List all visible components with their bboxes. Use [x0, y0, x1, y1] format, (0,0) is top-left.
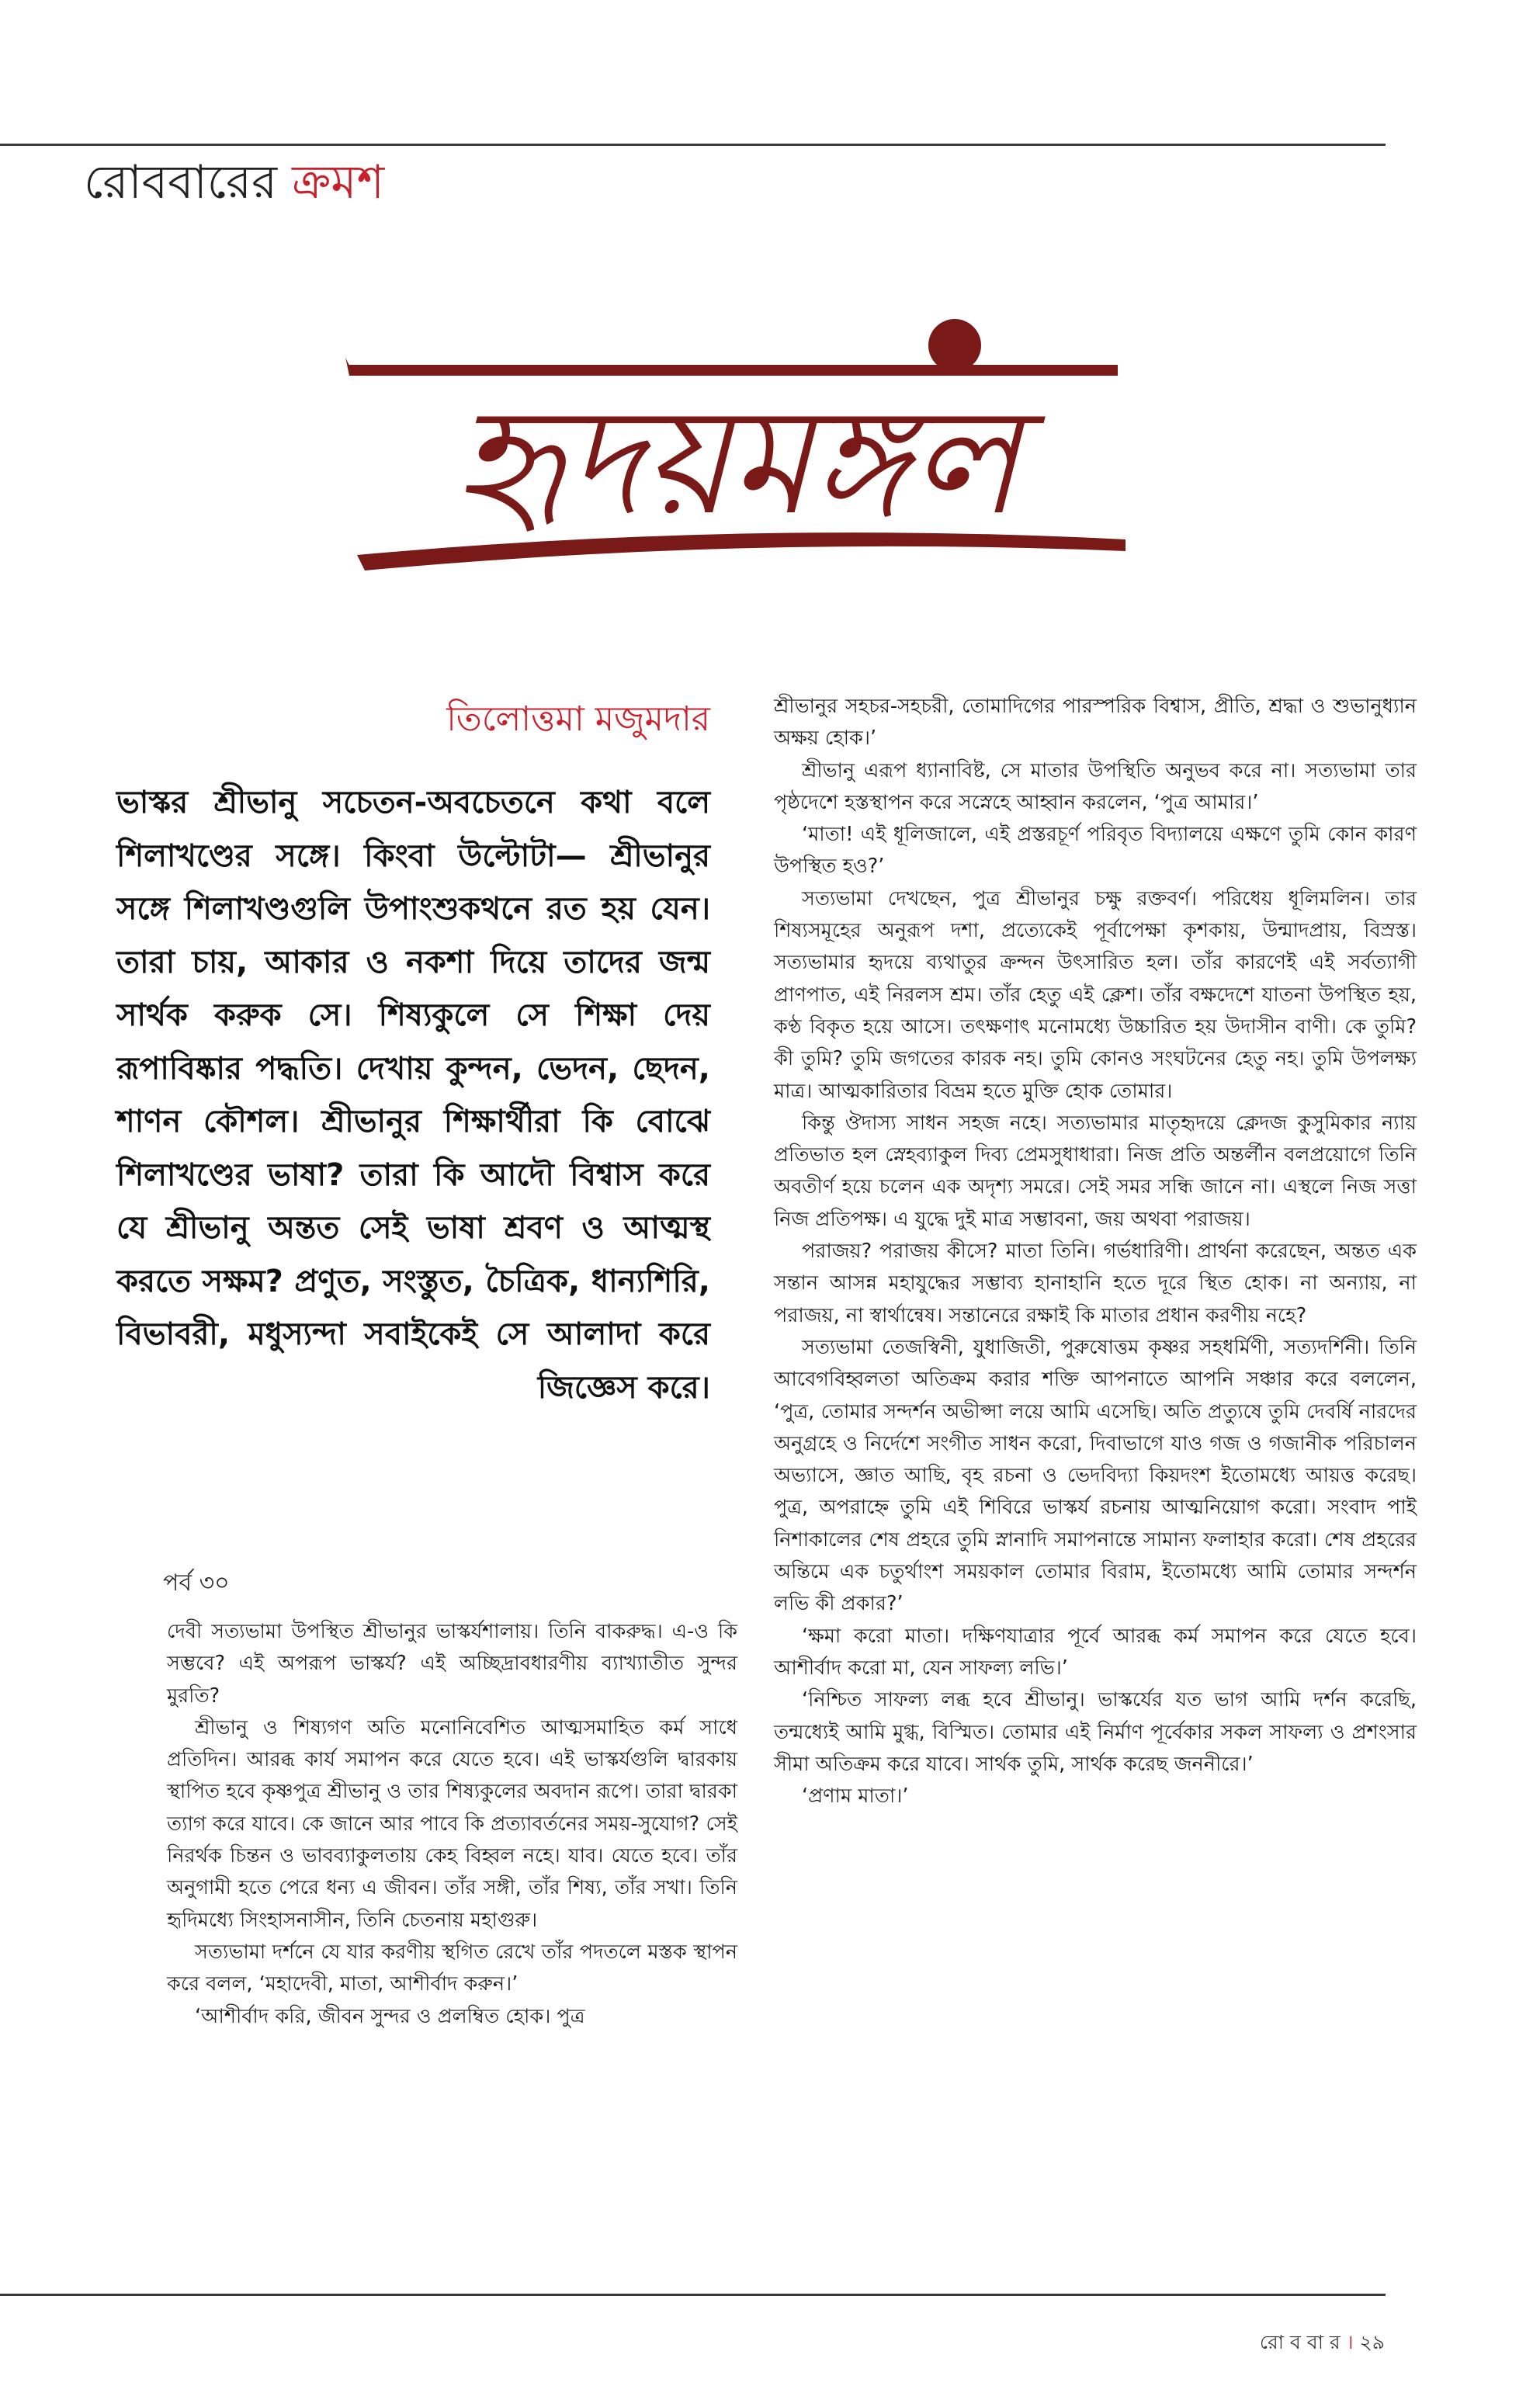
masthead-dot	[928, 319, 981, 372]
masthead-top-bar	[349, 365, 1118, 376]
intro-blurb	[116, 776, 710, 1414]
paragraph: দেবী সত্যভামা উপস্থিত শ্রীভানুর ভাস্কর্যশালায়। তিনি বাকরুদ্ধ। এ-ও কি সম্ভবে? এই অপরূপ ভাস্কর্য? এই অচ্ছিদ্রাবধারণীয় ব্যাখ্যাতীত সুন্দর মুরতি?	[167, 1620, 737, 1708]
paragraph: সত্যভামা দেখছেন, পুত্র শ্রীভানুর চক্ষু রক্তবর্ণ। পরিধেয় ধূলিমলিন। তার শিষ্যসমূহের অনুরূপ দশা, প্রত্যেকেই পূর্বাপেক্ষা কৃশকায়, উন্মাদপ্রায়, বিস্রস্ত। সত্যভামার হৃদয়ে ব্যথাতুর ক্রন্দন উৎসারিত হল। তাঁর কারণেই এই সর্বত্যাগী প্রাণপাত, এই নিরলস শ্রম। তাঁর হেতু এই ক্লেশ। তাঁর বক্ষদেশে যাতনা উপস্থিত হয়, কণ্ঠ বিকৃত হয়ে আসে। তৎক্ষণাৎ মনোমধ্যে উচ্চারিত হয় উদাসীন বাণী। কে তুমি? কী তুমি? তুমি জগতের কারক নহ। তুমি কোনও সংঘটনের হেতু নহ। তুমি উপলক্ষ্য মাত্র। আত্মকারিতার বিভ্রম হতে মুক্তি হোক তোমার।	[774, 886, 1417, 1103]
paragraph: ‘মাতা! এই ধূলিজালে, এই প্রস্তরচূর্ণ পরিবৃত বিদ্যালয়ে এক্ষণে তুমি কোন কারণ উপস্থিত হও?’	[774, 823, 1417, 879]
paragraph: শ্রীভানুর সহচর-সহচরী, তোমাদিগের পারস্পরিক বিশ্বাস, প্রীতি, শ্রদ্ধা ও শুভানুধ্যান অক্ষয় হোক।’	[774, 695, 1417, 751]
paragraph: ‘প্রণাম মাতা।’	[802, 1784, 909, 1809]
page-number: ২৯	[1359, 2331, 1385, 2353]
episode-label: পর্ব ৩০	[163, 1569, 230, 1597]
top-rule	[0, 144, 1386, 146]
paragraph: ‘ক্ষমা করো মাতা। দক্ষিণযাত্রার পূর্বে আরব্ধ কর্ম সমাপন করে যেতে হবে। আশীর্বাদ করো মা, যেন সাফল্য লভি।’	[774, 1624, 1417, 1680]
author-name: তিলোত্তমা মজুমদার	[446, 699, 710, 739]
paragraph: ‘আশীর্বাদ করি, জীবন সুন্দর ও প্রলম্বিত হোক। পুত্র	[195, 2004, 585, 2028]
masthead-logo	[342, 318, 1133, 629]
page-folio	[1260, 2327, 1385, 2360]
intro-text: ভাস্কর শ্রীভানু সচেতন-অবচেতনে কথা বলে শিলাখণ্ডের সঙ্গে। কিংবা উল্টোটা— শ্রীভানুর সঙ্গে শিলাখণ্ডগুলি উপাংশুকথনে রত হয় যেন। তারা চায়, আকার ও নকশা দিয়ে তাদের জন্ম সার্থক করুক সে। শিষ্যকুলে সে শিক্ষা দেয় রূপাবিষ্কার পদ্ধতি। দেখায় কুন্দন, ভেদন, ছেদন, শাণন কৌশল। শ্রীভানুর শিক্ষার্থীরা কি বোঝে শিলাখণ্ডের ভাষা? তারা কি আদৌ বিশ্বাস করে যে শ্রীভানু অন্তত সেই ভাষা শ্রবণ ও আত্মস্থ করতে সক্ষম? প্রণুত, সংস্তুত, চৈত্রিক, ধান্যশিরি, বিভাবরী, মধুস্যন্দা সবাইকেই সে আলাদা করে জিজ্ঞেস করে।	[116, 785, 710, 1406]
paragraph: পরাজয়? পরাজয় কীসে? মাতা তিনি। গর্ভধারিণী। প্রার্থনা করেছেন, অন্তত এক সন্তান আসন্ন মহাযুদ্ধের সম্ভাব্য হানাহানি হতে দূরে স্থিত হোক। না অন্যায়, না পরাজয়, না স্বার্থান্বেষ। সন্তানেরে রক্ষাই কি মাতার প্রধান করণীয় নহে?	[774, 1240, 1417, 1327]
paragraph: সত্যভামা দর্শনে যে যার করণীয় স্থগিত রেখে তাঁর পদতলে মস্তক স্থাপন করে বলল, ‘মহাদেবী, মাতা, আশীর্বাদ করুন।’	[167, 1940, 737, 1996]
section-title-accent: ক্রমশ	[292, 155, 385, 210]
paragraph: শ্রীভানু ও শিষ্যগণ অতি মনোনিবেশিত আত্মসমাহিত কর্ম সাধে প্রতিদিন। আরব্ধ কার্য সমাপন করে যেতে হবে। এই ভাস্কর্যগুলি দ্বারকায় স্থাপিত হবে কৃষ্ণপুত্র শ্রীভানু ও তার শিষ্যকুলের অবদান রূপে। তারা দ্বারকা ত্যাগ করে যাবে। কে জানে আর পাবে কি প্রত্যাবর্তনের সময়-সুযোগ? সেই নিরর্থক চিন্তন ও ভাবব্যাকুলতায় কেহ বিহ্বল নহে। যাব। যেতে হবে। তাঁর অনুগামী হতে পেরে ধন্য এ জীবন। তাঁর সঙ্গী, তাঁর শিষ্য, তাঁর সখা। তিনি হৃদিমধ্যে সিংহাসনাসীন, তিনি চেতনায় মহাগুরু।	[167, 1715, 737, 1932]
magazine-name: রো ব বা র	[1259, 2331, 1341, 2353]
body-column-left	[167, 1616, 737, 2033]
masthead-title: হৃদয়মঙ্গল	[455, 376, 1020, 547]
paragraph: শ্রীভানু এরূপ ধ্যানাবিষ্ট, সে মাতার উপস্থিতি অনুভব করে না। সত্যভামা তার পৃষ্ঠদেশে হস্তস্থাপন করে সস্নেহে আহ্বান করলেন, ‘পুত্র আমার।’	[774, 758, 1417, 814]
paragraph: সত্যভামা তেজস্বিনী, যুধাজিতী, পুরুষোত্তম কৃষ্ণর সহধর্মিণী, সত্যদর্শিনী। তিনি আবেগবিহ্বলতা অতিক্রম করার শক্তি আপনাতে আপনি সঞ্চার করে বললেন, ‘পুত্র, তোমার সন্দর্শন অভীপ্সা লয়ে আমি এসেছি। অতি প্রত্যুষে তুমি দেবর্ষি নারদের অনুগ্রহে ও নির্দেশে সংগীত সাধন করো, দিবাভাগে যাও গজ ও গজানীক পরিচালন অভ্যাসে, জ্ঞাত আছি, বৃহ রচনা ও ভেদবিদ্যা কিয়দংশ ইতোমধ্যে আয়ত্ত করেছ। পুত্র, অপরাহ্নে তুমি এই শিবিরে ভাস্কর্য রচনায় আত্মনিয়োগ করো। সংবাদ পাই নিশাকালের শেষ প্রহরে তুমি স্নানাদি সমাপনান্তে সামান্য ফলাহার করো। শেষ প্রহরের অন্তিমে এক চতুর্থাংশ সময়কাল তোমার বিরাম, ইতোমধ্যে আমি তোমার সন্দর্শন লভি কী প্রকার?’	[774, 1335, 1417, 1616]
section-title: রোববারের	[84, 155, 278, 210]
bottom-rule	[0, 2294, 1386, 2296]
body-column-right	[774, 691, 1417, 1812]
paragraph: কিন্তু ঔদাস্য সাধন সহজ নহে। সত্যভামার মাতৃহৃদয়ে ক্লেদজ কুসুমিকার ন্যায় প্রতিভাত হল স্নেহব্যাকুল দিব্য প্রেমসুধাধারা। নিজ প্রতি অন্তর্লীন বলপ্রয়োগে তিনি অবতীর্ণ হয়ে চলেন এক অদৃশ্য সমরে। সেই সমর সন্ধি জানে না। এস্থলে নিজ সত্তা নিজ প্রতিপক্ষ। এ যুদ্ধে দুই মাত্র সম্ভাবনা, জয় অথবা পরাজয়।	[774, 1111, 1417, 1231]
paragraph: ‘নিশ্চিত সাফল্য লব্ধ হবে শ্রীভানু। ভাস্কর্যের যত ভাগ আমি দর্শন করেছি, তন্মধ্যেই আমি মুগ্ধ, বিস্মিত। তোমার এই নির্মাণ পূর্বেকার সকল সাফল্য ও প্রশংসার সীমা অতিক্রম করে যাবে। সার্থক তুমি, সার্থক করেছ জননীরে।’	[774, 1688, 1417, 1776]
folio-separator: ।	[1346, 2331, 1354, 2353]
section-header	[84, 155, 385, 210]
